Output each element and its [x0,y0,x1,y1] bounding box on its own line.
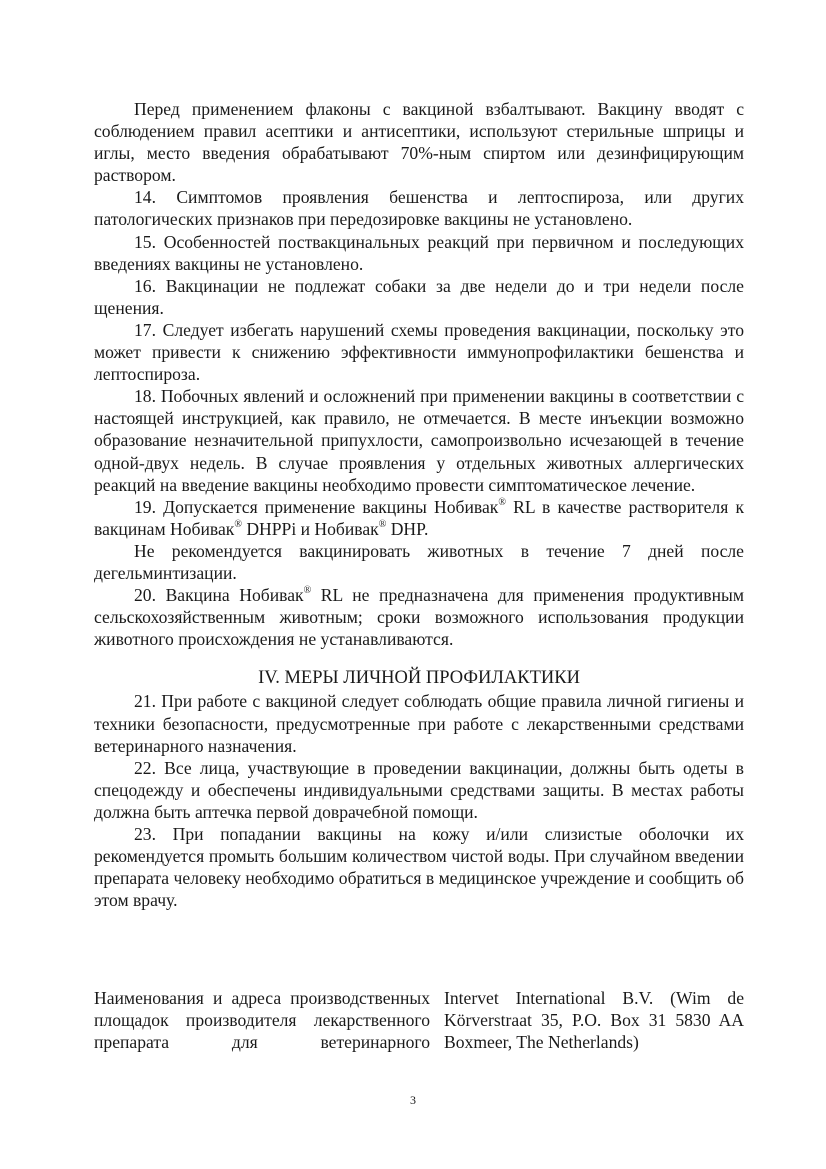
registered-mark: ® [378,518,387,530]
paragraph-19-text-2: RL в качестве растворителя к вакцинам Нобивак [94,496,744,539]
paragraph-20 [94,584,744,650]
paragraph-19-text-4: DHP. [386,518,429,539]
paragraph-14: 14. Симптомов проявления бешенства и лептоспироза, или других патологических признаков при передозировке вакцины не установлено. [94,187,744,230]
paragraph-19b: Не рекомендуется вакцинировать животных в течение 7 дней после дегельминтизации. [94,540,744,583]
manufacturer-block [94,987,744,1053]
paragraph-20-text-2: RL не предназначена для применения продуктивным сельскохозяйственным животным; сроки возможного использования продукции животного происхождения не устанавливаются. [94,585,744,650]
paragraph-23: 23. При попадании вакцины на кожу и/или слизистые оболочки их рекомендуется промыть большим количеством чистой воды. При случайном введении препарата человеку необходимо обратиться в медицинское учреждение и сообщить об этом врачу. [94,824,744,911]
page-number: 3 [410,1093,416,1107]
registered-mark: ® [234,518,242,530]
paragraph-15: 15. Особенностей поствакцинальных реакций при первичном и последующих введениях вакцины не установлено. [94,231,744,274]
section-title: IV. МЕРЫ ЛИЧНОЙ ПРОФИЛАКТИКИ [258,668,580,689]
paragraph-19 [94,496,744,540]
document-body [94,98,744,911]
paragraph-22: 22. Все лица, участвующие в проведении вакцинации, должны быть одеты в спецодежду и обеспечены индивидуальными средствами защиты. В местах работы должна быть аптечка первой доврачебной помощи. [94,757,744,822]
registered-mark: ® [303,585,312,597]
paragraph-21: 21. При работе с вакциной следует соблюдать общие правила личной гигиены и техники безопасности, предусмотренные при работе с лекарственными средствами ветеринарного назначения. [94,691,744,756]
paragraph-19-text-1: 19. Допускается применение вакцины Нобивак [134,496,499,517]
manufacturer-label: Наименования и адреса производственных площадок производителя лекарственного препарата для ветеринарного [94,988,430,1053]
paragraph-17: 17. Следует избегать нарушений схемы проведения вакцинации, поскольку это может привести к снижению эффективности иммунопрофилактики бешенства и лептоспироза. [94,319,744,385]
paragraph-16: 16. Вакцинации не подлежат собаки за две недели до и три недели после щенения. [94,275,744,318]
paragraph-19-text-3: DHPPi и Нобивак [241,518,379,539]
registered-mark: ® [498,496,506,508]
paragraph-18: 18. Побочных явлений и осложнений при применении вакцины в соответствии с настоящей инструкцией, как правило, не отмечается. В месте инъекции возможно образование незначительной припухлости, самопроизвольно исчезающей в течение одной-двух недель. В случае проявления у отдельных животных аллергических реакций на введение вакцины необходимо провести симптоматическое лечение. [94,386,744,495]
paragraph-20-text-1: 20. Вакцина Нобивак [134,585,304,606]
paragraph-intro: Перед применением флаконы с вакциной взбалтывают. Вакцину вводят с соблюдением правил асептики и антисептики, используют стерильные шприцы и иглы, место введения обрабатывают 70%-ным спиртом или дезинфицирующим раствором. [94,99,744,186]
manufacturer-address: Intervet International B.V. (Wim de Körverstraat 35, P.O. Box 31 5830 AA Boxmeer, The Netherlands) [444,988,744,1053]
